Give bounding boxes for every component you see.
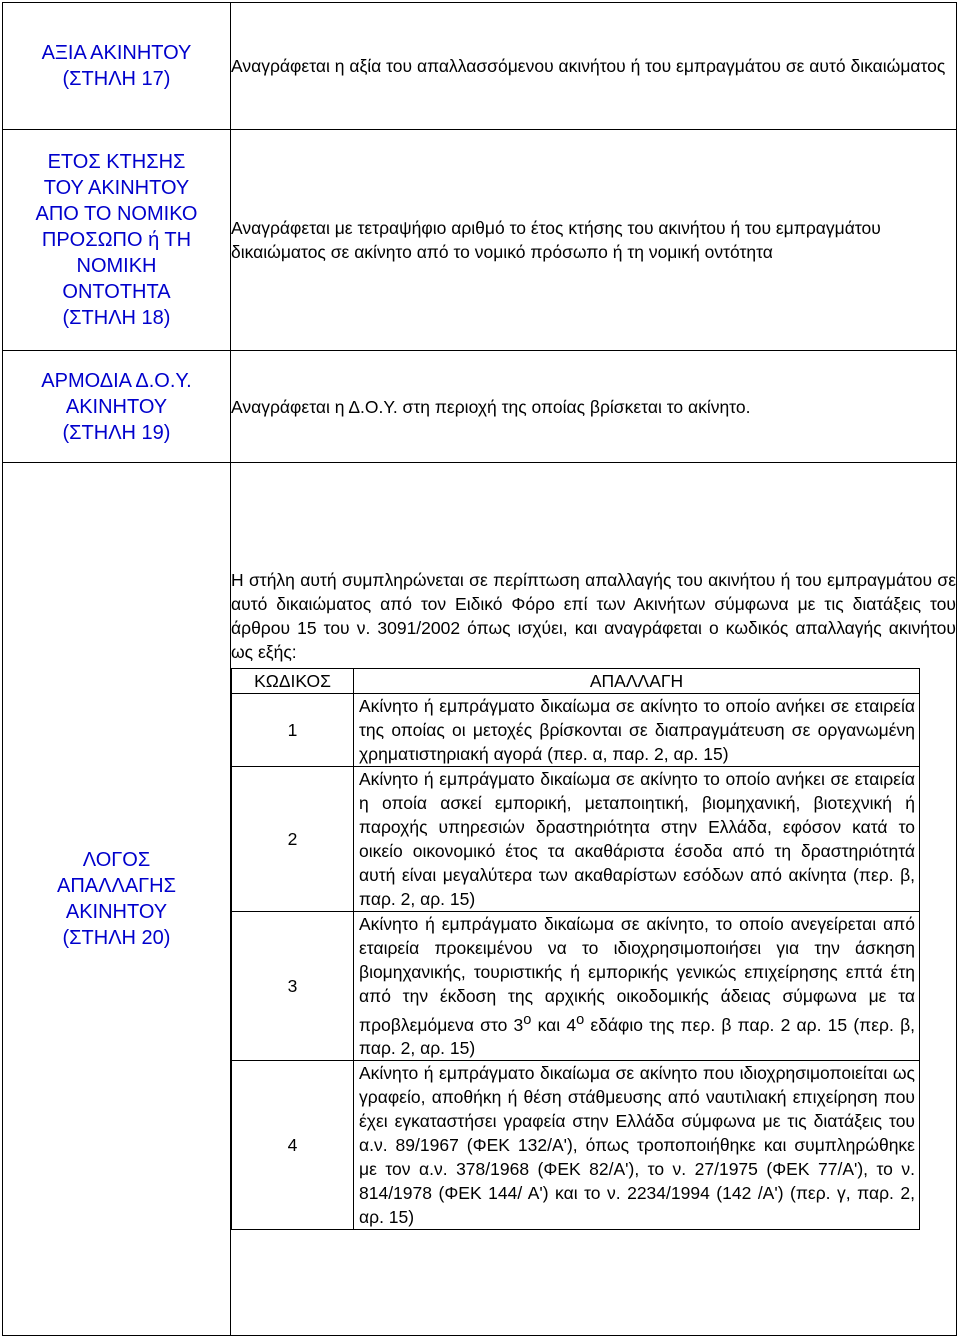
row-description: Αναγράφεται με τετραψήφιο αριθμό το έτος κτήσης του ακινήτου ή του εμπραγμάτου δικαιώματος σε ακίνητο από το νομικό πρόσωπο ή τη νομική οντότητα bbox=[231, 130, 957, 351]
exemption-intro: Η στήλη αυτή συμπληρώνεται σε περίπτωση απαλλαγής του ακινήτου ή του εμπραγμάτου σε αυτό δικαιώματος από τον Ειδικό Φόρο επί των Ακινήτων σύμφωνα με τις διατάξεις του άρθρου 15 του ν. 3091/2002 όπως ισχύει, και αναγράφεται ο κωδικός απαλλαγής ακινήτου ως εξής: bbox=[231, 569, 956, 662]
row-label: ΛΟΓΟΣ ΑΠΑΛΛΑΓΗΣ ΑΚΙΝΗΤΟΥ (ΣΤΗΛΗ 20) bbox=[3, 463, 231, 1336]
header-exemption: ΑΠΑΛΛΑΓΗ bbox=[354, 668, 920, 693]
exemption-text: Ακίνητο ή εμπράγματο δικαίωμα σε ακίνητο, το οποίο ανεγείρεται από εταιρεία προκειμένου να το ιδιοχρησιμοποιήσει για την άσκηση βιομηχανικής, τουριστικής ή εμπορικής γενικώς επιχείρησης επτά έτη από την έκδοση της αρχικής οικοδομικής άδειας σύμφωνα με τα προβλεμόμενα στο $3^o$ και $4^o$ εδάφιο της περ. β παρ. 2 αρ. 15 (περ. β, παρ. 2, αρ. 15) bbox=[354, 911, 920, 1061]
instructions-table bbox=[2, 2, 957, 1336]
row-acquisition-year bbox=[3, 130, 957, 351]
row-tax-office bbox=[3, 351, 957, 463]
exemption-code: 4 bbox=[232, 1061, 354, 1230]
exemption-text: Ακίνητο ή εμπράγματο δικαίωμα σε ακίνητο το οποίο ανήκει σε εταιρεία της οποίας οι μετοχές βρίσκονται σε διαπραγμάτευση σε οργανωμένη χρηματιστηριακή αγορά (περ. α, παρ. 2, αρ. 15) bbox=[354, 693, 920, 766]
exemption-header-row bbox=[232, 668, 920, 693]
row-label: ΕΤΟΣ ΚΤΗΣΗΣ ΤΟΥ ΑΚΙΝΗΤΟΥ ΑΠΟ ΤΟ ΝΟΜΙΚΟ ΠΡΟΣΩΠΟ ή ΤΗ ΝΟΜΙΚΗ ΟΝΤΟΤΗΤΑ (ΣΤΗΛΗ 18) bbox=[3, 130, 231, 351]
exemption-codes-table bbox=[231, 668, 920, 1231]
row-property-value bbox=[3, 3, 957, 130]
row-label: ΑΞΙΑ ΑΚΙΝΗΤΟΥ (ΣΤΗΛΗ 17) bbox=[3, 3, 231, 130]
exemption-code: 1 bbox=[232, 693, 354, 766]
row-label: ΑΡΜΟΔΙΑ Δ.Ο.Υ. ΑΚΙΝΗΤΟΥ (ΣΤΗΛΗ 19) bbox=[3, 351, 231, 463]
exemption-row bbox=[232, 693, 920, 766]
exemption-text: Ακίνητο ή εμπράγματο δικαίωμα σε ακίνητο που ιδιοχρησιμοποιείται ως γραφείο, αποθήκη ή θέση στάθμευσης από ναυτιλιακή επιχείρηση που έχει εγκαταστήσει γραφεία στην Ελλάδα σύμφωνα με τις διατάξεις του α.ν. 89/1967 (ΦΕΚ 132/Α'), όπως τροποποιήθηκε και συμπληρώθηκε με τον α.ν. 378/1968 (ΦΕΚ 82/Α'), το ν. 27/1975 (ΦΕΚ 77/Α'), το ν. 814/1978 (ΦΕΚ 144/ Α') και το ν. 2234/1994 (142 /Α') (περ. γ, παρ. 2, αρ. 15) bbox=[354, 1061, 920, 1230]
exemption-row bbox=[232, 1061, 920, 1230]
row-description bbox=[231, 463, 957, 1336]
exemption-row bbox=[232, 911, 920, 1061]
exemption-row bbox=[232, 766, 920, 911]
exemption-text: Ακίνητο ή εμπράγματο δικαίωμα σε ακίνητο το οποίο ανήκει σε εταιρεία η οποία ασκεί εμπορική, μεταποιητική, βιομηχανική, βιοτεχνική ή παροχής υπηρεσιών δραστηριότητα στην Ελλάδα, εφόσον κατά το οικείο οικονομικό έτος τα ακαθάριστα έσοδα από τη δραστηριότητά αυτή είναι μεγαλύτερα των ακαθαρίστων εσόδων από ακίνητα (περ. β, παρ. 2, αρ. 15) bbox=[354, 766, 920, 911]
exemption-code: 2 bbox=[232, 766, 354, 911]
header-code: ΚΩΔΙΚΟΣ bbox=[232, 668, 354, 693]
exemption-code: 3 bbox=[232, 911, 354, 1061]
row-description: Αναγράφεται η Δ.Ο.Υ. στη περιοχή της οποίας βρίσκεται το ακίνητο. bbox=[231, 351, 957, 463]
document-page bbox=[2, 2, 957, 1337]
row-description: Αναγράφεται η αξία του απαλλασσόμενου ακινήτου ή του εμπραγμάτου σε αυτό δικαιώματος bbox=[231, 3, 957, 130]
row-exemption-reason bbox=[3, 463, 957, 1336]
